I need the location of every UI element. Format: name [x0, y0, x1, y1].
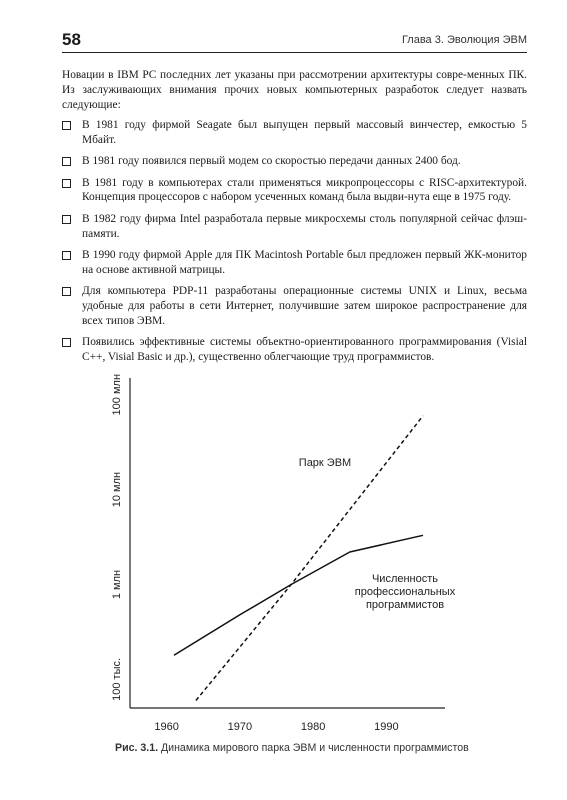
- x-tick-label: 1970: [227, 721, 253, 733]
- checkbox-bullet-icon: [62, 287, 71, 296]
- list-item: [62, 212, 527, 241]
- figure-chart: [100, 368, 500, 748]
- series-label-park: Парк ЭВМ: [298, 457, 352, 469]
- checkbox-bullet-icon: [62, 215, 71, 224]
- intro-paragraph: Новации в IBM PC последних лет указаны при рассмотрении архитектуры совре-менных ПК. Из заслуживающих внимания прочих новых компьютерных разработок следует назвать следующие:: [62, 69, 527, 111]
- list-item-text: В 1982 году фирма Intel разработала первые микросхемы столь популярной сейчас флэш-памяти.: [82, 212, 527, 240]
- checkbox-bullet-icon: [62, 121, 71, 130]
- page-header: [62, 30, 527, 53]
- page-number: 58: [62, 30, 81, 49]
- checkbox-bullet-icon: [62, 179, 71, 188]
- bullet-list: [62, 118, 527, 371]
- x-tick-label: 1960: [154, 721, 179, 733]
- running-title: Глава 3. Эволюция ЭВМ: [401, 34, 527, 46]
- y-tick-label: 10 млн: [111, 471, 123, 508]
- list-item: [62, 248, 527, 277]
- list-item-text: В 1981 году в компьютерах стали применяться микропроцессоры с RISC-архитектурой. Концепция процессоров с набором усеченных команд была выдви-нута еще в 1975 году.: [82, 176, 527, 204]
- series-label-programmers: программистов: [365, 599, 445, 611]
- series-label-programmers: профессиональных: [354, 586, 456, 598]
- list-item-text: В 1981 году появился первый модем со скоростью передачи данных 2400 бод.: [82, 155, 461, 168]
- y-tick-label: 100 млн: [111, 373, 123, 416]
- series-label-programmers: Численность: [371, 573, 439, 585]
- y-tick-label: 100 тыс.: [111, 657, 123, 701]
- list-item: [62, 176, 527, 205]
- caption-label: Рис. 3.1.: [115, 742, 159, 754]
- list-item-text: В 1981 году фирмой Seagate был выпущен первый массовый винчестер, емкостью 5 Мбайт.: [82, 119, 527, 146]
- figure-caption: [115, 742, 515, 754]
- list-item: [62, 118, 527, 147]
- x-tick-label: 1990: [374, 721, 399, 733]
- list-item-text: В 1990 году фирмой Apple для ПК Macintosh Portable был предложен первый ЖК-монитор на основе активной матрицы.: [82, 249, 527, 276]
- list-item: [62, 284, 527, 328]
- chart-svg: [100, 368, 500, 748]
- checkbox-bullet-icon: [62, 338, 71, 347]
- caption-text: Динамика мирового парка ЭВМ и численности программистов: [160, 742, 469, 754]
- x-tick-label: 1980: [300, 721, 326, 733]
- checkbox-bullet-icon: [62, 251, 71, 260]
- y-tick-label: 1 млн: [111, 569, 123, 600]
- checkbox-bullet-icon: [62, 157, 71, 166]
- list-item: [62, 154, 527, 169]
- list-item: [62, 335, 527, 364]
- list-item-text: Появились эффективные системы объектно-ориентированного программирования (Visial C++, Visial Basic и др.), существенно облегчающие труд программистов.: [82, 336, 527, 363]
- list-item-text: Для компьютера PDP-11 разработаны операционные системы UNIX и Linux, весьма удобные для работы в сети Интернет, получившие затем широкое распространение для всех типов ЭВМ.: [82, 285, 527, 327]
